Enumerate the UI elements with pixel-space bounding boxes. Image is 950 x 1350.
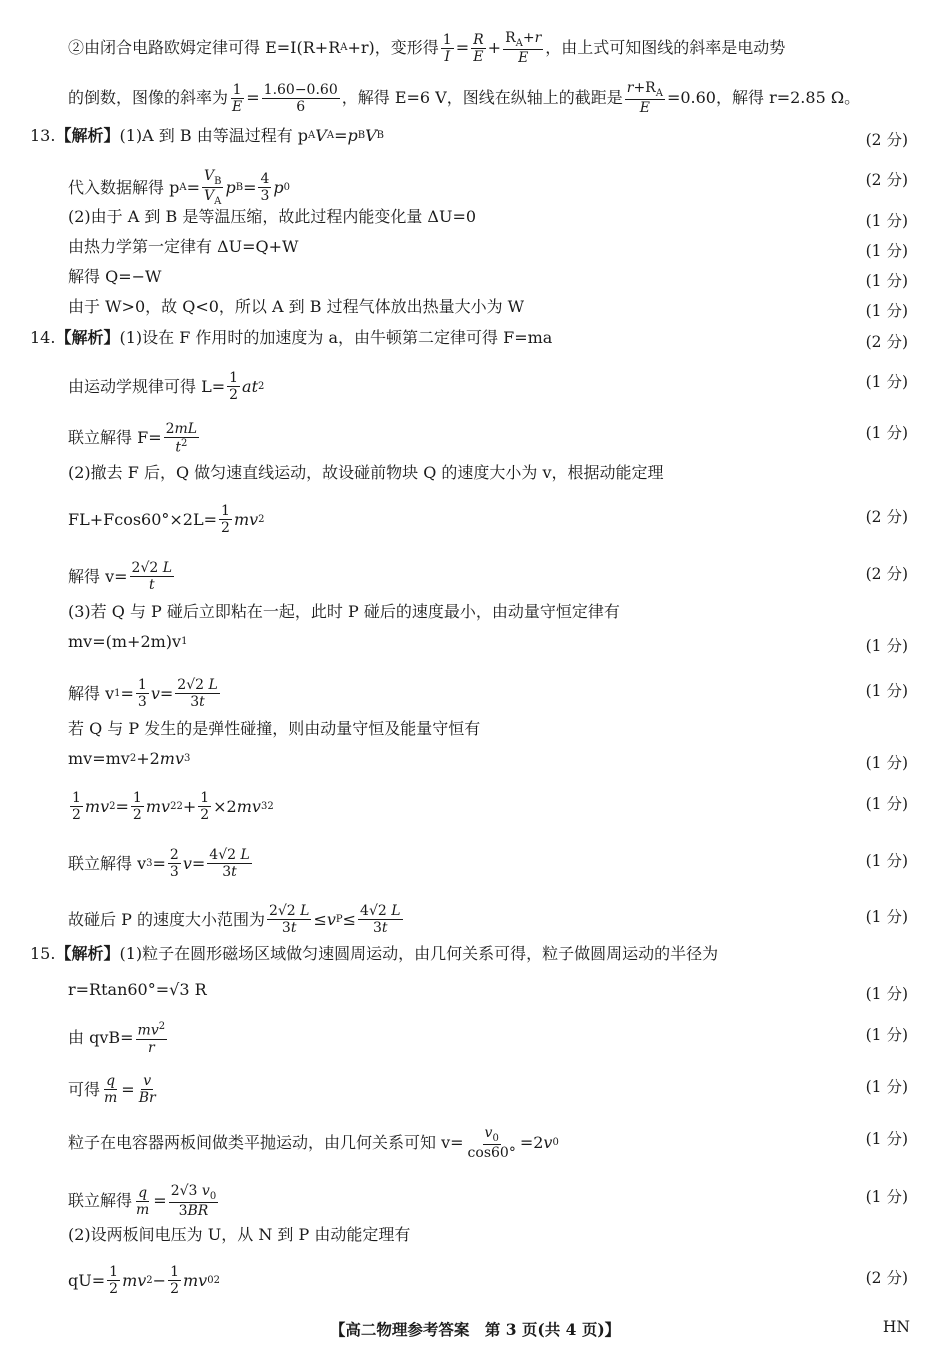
score: (1 分)	[865, 242, 908, 260]
score: (2 分)	[865, 565, 908, 583]
text-line: (2)撤去 F 后，Q 做匀速直线运动，故设碰前物块 Q 的速度大小为 v，根据动能定理	[68, 463, 664, 482]
score: (1 分)	[865, 1130, 908, 1148]
score: (1 分)	[865, 373, 908, 391]
text-line: 1 2 mv 2 = 1 2 mv 2 2 + 1 2 ×2 mv 3 2	[72, 790, 274, 824]
score: (2 分)	[865, 131, 908, 149]
text-line: 可得 q m = v Br	[68, 1073, 156, 1107]
score: (1 分)	[865, 212, 908, 230]
score: (1 分)	[865, 908, 908, 926]
text-line: 的倒数，图像的斜率为 1 E = 1.60−0.60 6 ，解得 E=6 V，图线在纵轴上的截距是 $\frac{r+R_A}{E}$ =0.60，解得 r=2.85 Ω。	[68, 80, 861, 117]
score: (2 分)	[865, 1269, 908, 1287]
text-line: 由于 W>0，故 Q<0，所以 A 到 B 过程气体放出热量大小为 W	[68, 297, 525, 316]
text-line: (2)设两板间电压为 U，从 N 到 P 由动能定理有	[68, 1225, 411, 1244]
score: (1 分)	[865, 302, 908, 320]
text-line: 联立解得 F= $\frac{2mL}{t^2}$	[68, 421, 198, 456]
text-line: 解得 Q=−W	[68, 267, 162, 286]
text-line: (3)若 Q 与 P 碰后立即粘在一起，此时 P 碰后的速度最小，由动量守恒定律有	[68, 602, 620, 621]
text-line: FL+Fcos60°×2L= $\frac{1}{2}$ mv 2	[68, 503, 265, 537]
score: (2 分)	[865, 508, 908, 526]
footer-code: HN	[882, 1318, 910, 1336]
text-line: mv=(m+2m)v 1	[68, 632, 188, 651]
text-line: 解得 v= $\frac{2√2 L}{t}$	[68, 560, 173, 594]
text-line: r=Rtan60°=√3 R	[68, 980, 207, 999]
score: (1 分)	[865, 424, 908, 442]
score: (1 分)	[865, 754, 908, 772]
score: (1 分)	[865, 1026, 908, 1044]
score: (1 分)	[865, 852, 908, 870]
text-line: (2)由于 A 到 B 是等温压缩，故此过程内能变化量 ΔU=0	[68, 207, 477, 226]
question-13: 13. 【解析】 (1)A 到 B 由等温过程有 p A V A = p B V B	[30, 126, 385, 145]
text-line: qU= $\frac{1}{2}$ mv 2 − 1 2 mv 0 2	[68, 1264, 220, 1298]
text-line: 联立解得 v 3 = 2 3 v = 4√2 L 3t	[68, 847, 250, 881]
text-line: mv=mv 2 +2 mv 3	[68, 749, 191, 768]
question-14: 14. 【解析】 (1)设在 F 作用时的加速度为 a，由牛顿第二定律可得 F=ma	[30, 328, 553, 347]
score: (1 分)	[865, 1078, 908, 1096]
text-line: 代入数据解得 p A = $V_B$ $V_A$ p B = 4 3 p 0	[68, 168, 291, 208]
text-line: 故碰后 P 的速度大小范围为 2√2 L 3t ≤ v P ≤ 4√2 L 3t	[68, 903, 401, 937]
text-line: ②由闭合电路欧姆定律可得 E=I(R+R A +r)，变形得 1 I = R E + $R_A+r$ E ，由上式可知图线的斜率是电动势	[68, 30, 786, 67]
score: (1 分)	[865, 795, 908, 813]
text-line: 联立解得 q m = 2√3 $v_0$ 3BR	[68, 1183, 217, 1220]
score: (2 分)	[865, 171, 908, 189]
text-line: 由 qvB= $\frac{mv^2}{r}$	[68, 1021, 166, 1056]
question-15: 15. 【解析】 (1)粒子在圆形磁场区域做匀速圆周运动，由几何关系可得，粒子做圆周运动的半径为	[30, 944, 719, 963]
page-footer: 【高二物理参考答案 第 3 页(共 4 页)】	[329, 1320, 621, 1339]
text-line: 由热力学第一定律有 ΔU=Q+W	[68, 237, 299, 256]
text-line: 粒子在电容器两板间做类平抛运动，由几何关系可知 v= $\frac{v_0}{\cos 60^\circ}$ =2 v 0	[68, 1125, 559, 1162]
score: (1 分)	[865, 272, 908, 290]
text-line: 由运动学规律可得 L= $\frac{1}{2}$ at 2	[68, 370, 265, 404]
text-line: 若 Q 与 P 发生的是弹性碰撞，则由动量守恒及能量守恒有	[68, 719, 481, 738]
score: (2 分)	[865, 333, 908, 351]
score: (1 分)	[865, 985, 908, 1003]
score: (1 分)	[865, 1188, 908, 1206]
text-line: 解得 v 1 = 1 3 v = 2√2 L 3t	[68, 677, 218, 711]
score: (1 分)	[865, 637, 908, 655]
score: (1 分)	[865, 682, 908, 700]
